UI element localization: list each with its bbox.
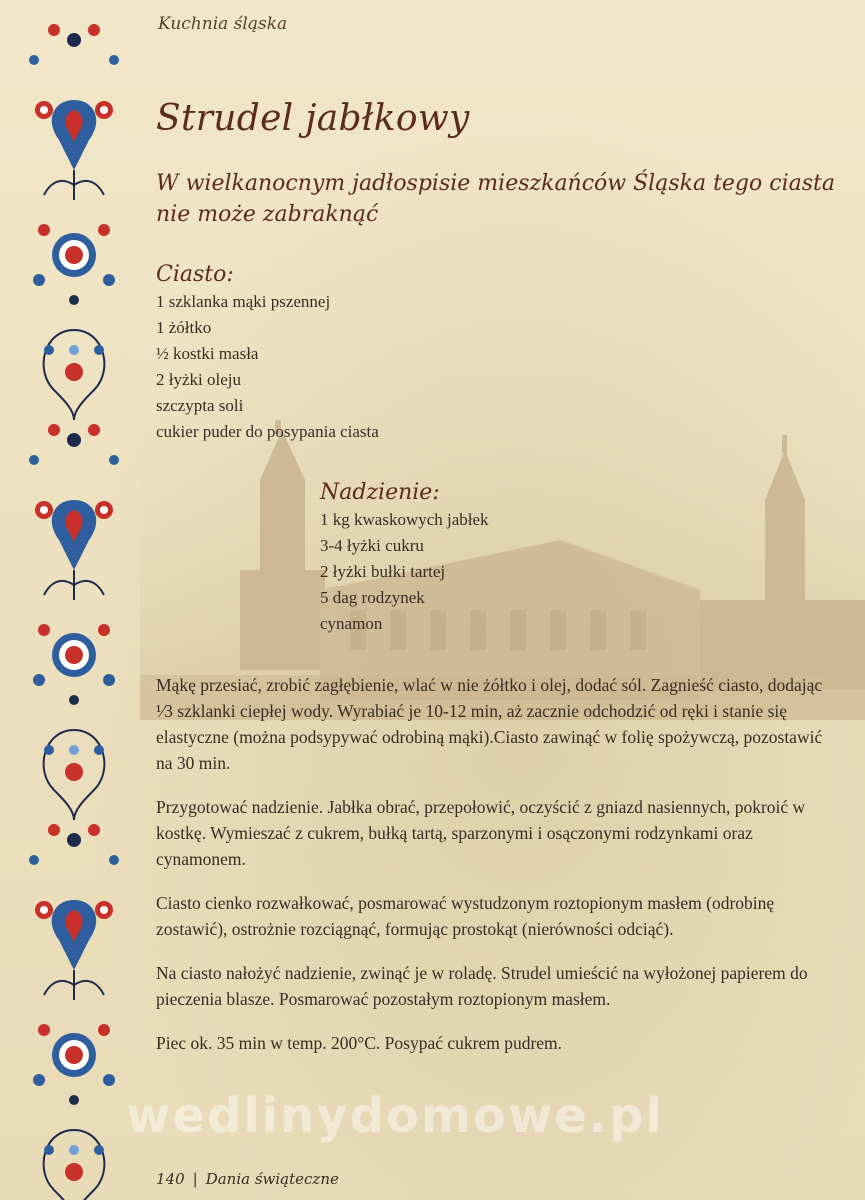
instruction-paragraph: Piec ok. 35 min w temp. 200°C. Posypać cukrem pudrem. — [156, 1033, 563, 1053]
ingredient-item: 1 szklanka mąki pszennej — [156, 292, 331, 311]
recipe-title: Strudel jabłkowy — [156, 98, 470, 139]
ingredient-item: szczypta soli — [156, 396, 244, 415]
instruction-paragraph: Mąkę przesiać, zrobić zagłębienie, wlać w nie żółtko i olej, dodać sól. Zagnieść ciasto, dodając ¹⁄3 szklanki ciepłej wody. Wyrabiać je 10-12 min, aż zacznie odchodzić od ręki i stanie się elastyczne (można podsypywać odrobiną mąki).Ciasto zawinąć w folię spożywczą, pozostawić na 30 min. — [156, 675, 823, 773]
ingredient-item: 1 żółtko — [156, 318, 212, 337]
ingredient-item: 2 łyżki oleju — [156, 370, 241, 389]
filling-ingredients — [320, 480, 489, 637]
ingredient-item: 2 łyżki bułki tartej — [320, 562, 446, 581]
folk-ornament-border — [14, 0, 134, 1200]
running-header-section: Kuchnia śląska — [158, 14, 288, 34]
instruction-paragraph: Na ciasto nałożyć nadzienie, zwinąć je w roladę. Strudel umieścić na wyłożonej papierem do pieczenia blasze. Posmarować pozostałym roztopionym masłem. — [156, 963, 808, 1009]
ingredient-item: cynamon — [320, 614, 383, 633]
dough-ingredient-list — [156, 289, 379, 445]
filling-ingredient-list — [320, 507, 489, 637]
chapter-name: Dania świąteczne — [205, 1170, 339, 1188]
instruction-paragraph: Przygotować nadzienie. Jabłka obrać, przepołowić, oczyścić z gniazd nasiennych, pokroić w kostkę. Wymieszać z cukrem, bułką tartą, sparzonymi i osączonymi rodzynkami oraz cynamonem. — [156, 797, 806, 869]
ingredient-item: cukier puder do posypania ciasta — [156, 422, 379, 441]
page-number: 140 — [156, 1170, 185, 1188]
recipe-subtitle: W wielkanocnym jadłospisie mieszkańców Śląska tego ciasta nie może zabraknąć — [156, 171, 835, 227]
footer-separator: | — [192, 1170, 198, 1188]
filling-heading: Nadzienie: — [320, 480, 440, 505]
recipe-instructions — [156, 672, 826, 1074]
dough-ingredients — [156, 262, 379, 445]
page-footer — [156, 1170, 339, 1188]
dough-heading: Ciasto: — [156, 262, 234, 287]
ingredient-item: 3-4 łyżki cukru — [320, 536, 424, 555]
ingredient-item: ½ kostki masła — [156, 344, 259, 363]
instruction-paragraph: Ciasto cienko rozwałkować, posmarować wystudzonym roztopionym masłem (odrobinę zostawić), ostrożnie rozciągnąć, formując prostokąt (nierówności odciąć). — [156, 893, 775, 939]
ingredient-item: 5 dag rodzynek — [320, 588, 425, 607]
watermark: wedlinydomowe.pl — [126, 1088, 664, 1144]
ingredient-item: 1 kg kwaskowych jabłek — [320, 510, 489, 529]
